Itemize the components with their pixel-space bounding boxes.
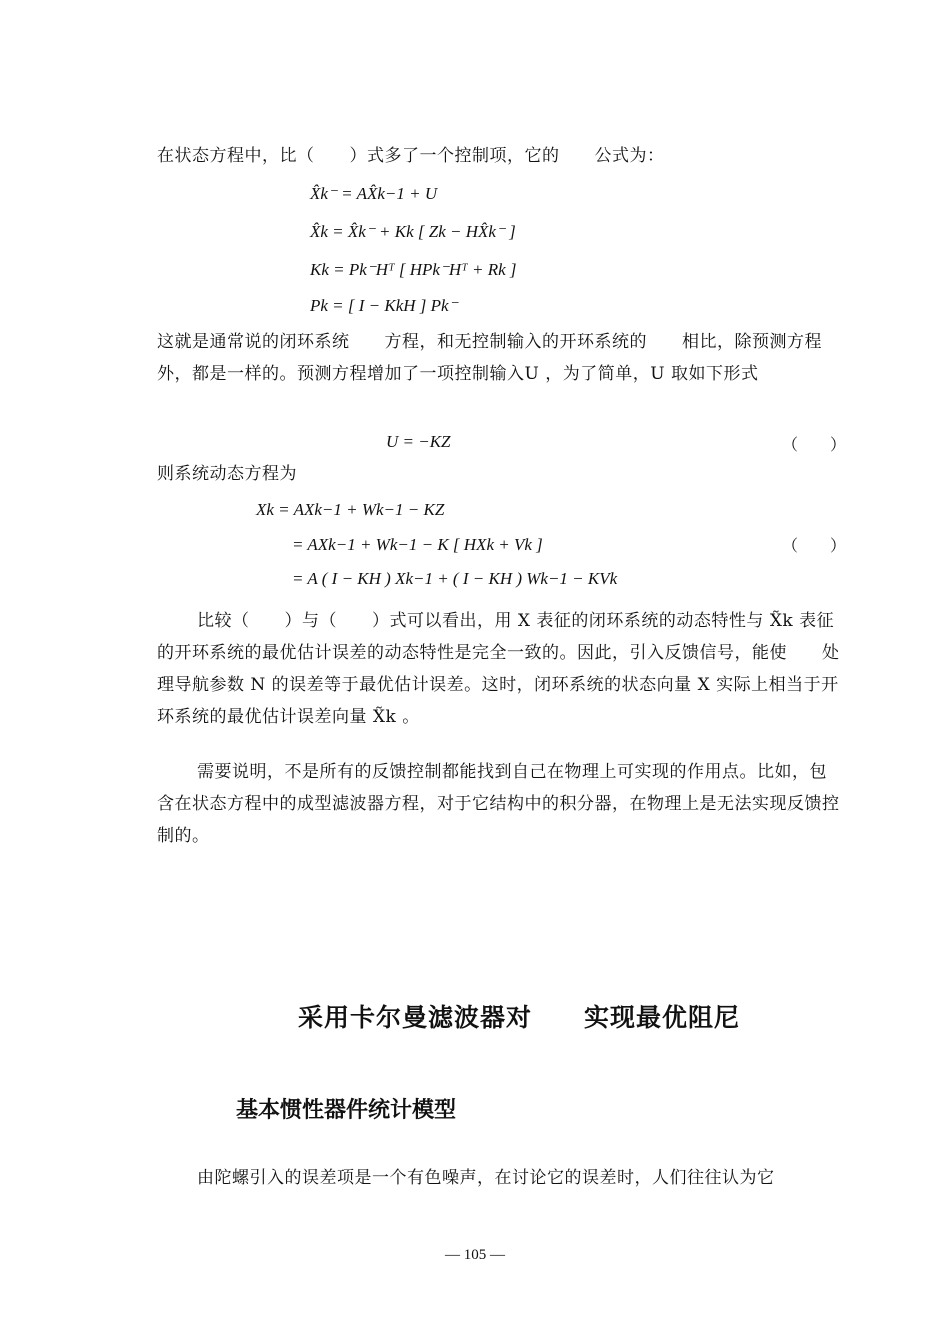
equation-kalman-1: X̂k⁻ = AX̂k−1 + U bbox=[310, 184, 438, 203]
equation-kalman-4: Pk = [ I − KkH ] Pk⁻ bbox=[310, 296, 458, 315]
equation-dynamics-3: = A ( I − KH ) Xk−1 + ( I − KH ) Wk−1 − KVk bbox=[292, 569, 618, 588]
subsection-heading: 基本惯性器件统计模型 bbox=[236, 1098, 457, 1123]
page-number: — 105 — bbox=[445, 1247, 505, 1263]
paragraph-comparison: 比较（ ）与（ ）式可以看出，用 X 表征的闭环系统的动态特性与 X̃k 表征的开环系统的最优估计误差的动态特性是完全一致的。因此，引入反馈信号，能使 处理导航参数 N 的误差等于最优估计误差。这时，闭环系统的状态向量 X 实际上相当于开环系统的最优估计误差向量 X̃k 。 bbox=[157, 611, 840, 727]
paragraph-note: 需要说明，不是所有的反馈控制都能找到自己在物理上可实现的作用点。比如，包含在状态方程中的成型滤波器方程，对于它结构中的积分器，在物理上是无法实现反馈控制的。 bbox=[157, 762, 840, 846]
paragraph-dynamics-intro: 则系统动态方程为 bbox=[157, 464, 297, 484]
equation-kalman-3: Kk = Pk⁻Hᵀ [ HPk⁻Hᵀ + Rk ] bbox=[310, 260, 517, 279]
equation-dynamics-2: = AXk−1 + Wk−1 − K [ HXk + Vk ] bbox=[292, 535, 543, 554]
paragraph-intro: 在状态方程中，比（ ）式多了一个控制项，它的 公式为： bbox=[157, 146, 665, 166]
paragraph-closed-loop: 这就是通常说的闭环系统 方程，和无控制输入的开环系统的 相比，除预测方程外，都是一样的。预测方程增加了一项控制输入U ，为了简单，U 取如下形式 bbox=[157, 332, 822, 384]
equation-control: U = −KZ bbox=[386, 432, 451, 451]
equation-number-control: （ ） bbox=[782, 437, 847, 454]
equation-kalman-2: X̂k = X̂k⁻ + Kk [ Zk − HX̂k⁻ ] bbox=[310, 222, 516, 241]
equation-dynamics-1: Xk = AXk−1 + Wk−1 − KZ bbox=[256, 500, 445, 519]
section-heading: 采用卡尔曼滤波器对 实现最优阻尼 bbox=[298, 1003, 741, 1032]
equation-number-dynamics: （ ） bbox=[782, 538, 847, 555]
paragraph-gyro: 由陀螺引入的误差项是一个有色噪声，在讨论它的误差时，人们往往认为它 bbox=[197, 1168, 775, 1188]
